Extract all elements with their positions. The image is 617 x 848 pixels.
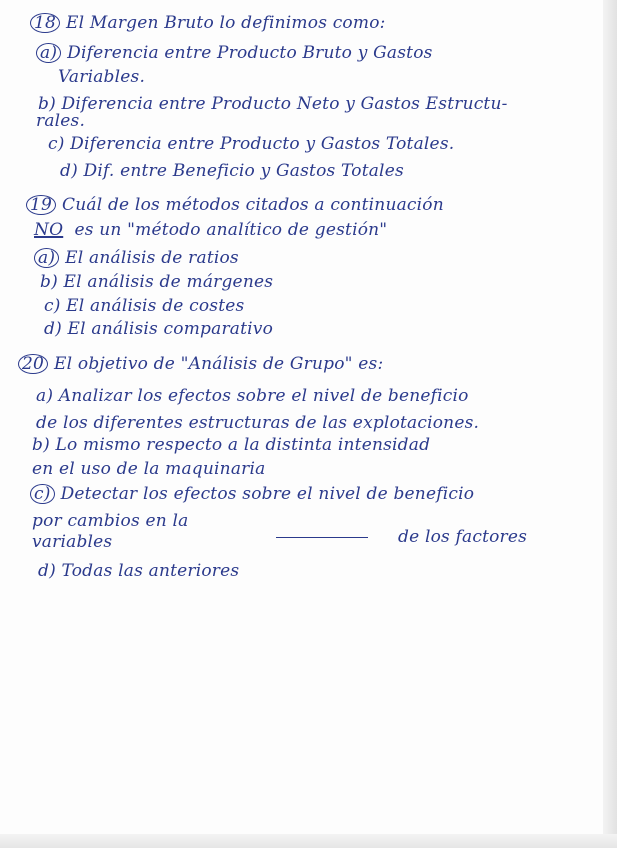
question-20-stem xyxy=(18,353,383,375)
question-19-stem-text: Cuál de los métodos citados a continuación xyxy=(62,195,444,215)
question-20-option-c xyxy=(30,483,474,505)
question-18-stem xyxy=(30,12,386,34)
question-19-option-a-text: El análisis de ratios xyxy=(65,248,239,268)
question-19-stem-continued xyxy=(34,219,387,241)
question-18-option-c: c) Diferencia entre Producto y Gastos Totales. xyxy=(48,134,455,154)
page-edge-shadow-right xyxy=(603,0,617,848)
question-19-stem xyxy=(26,194,444,216)
question-20-option-c-letter: c) xyxy=(30,484,55,504)
question-18-option-b-continued: rales. xyxy=(36,111,86,131)
question-18-option-a-text: Diferencia entre Producto Bruto y Gastos xyxy=(67,43,433,63)
question-20-stem-text: El objetivo de "Análisis de Grupo" es: xyxy=(54,354,384,374)
question-20-option-c-text: Detectar los efectos sobre el nivel de beneficio xyxy=(60,484,475,504)
question-18-option-a-letter: a) xyxy=(36,43,61,63)
question-20-option-c-continued-2: de los factores xyxy=(398,527,528,547)
question-20-option-a-continued: de los diferentes estructuras de las explotaciones. xyxy=(36,413,480,433)
question-18-option-a-continued: Variables. xyxy=(58,67,146,87)
question-19-option-a xyxy=(34,247,239,269)
question-18-option-b: b) Diferencia entre Producto Neto y Gastos Estructu- xyxy=(38,94,508,114)
question-19-no-emphasis: NO xyxy=(34,220,64,240)
fill-in-blank-line xyxy=(276,537,368,538)
question-20-option-b: b) Lo mismo respecto a la distinta intensidad xyxy=(32,435,431,455)
question-18-number: 18 xyxy=(30,13,60,33)
question-19-number: 19 xyxy=(26,195,56,215)
question-20-option-b-continued: en el uso de la maquinaria xyxy=(32,459,266,479)
question-20-option-d: d) Todas las anteriores xyxy=(38,561,240,581)
question-18-stem-text: El Margen Bruto lo definimos como: xyxy=(66,13,386,33)
question-18-option-a xyxy=(36,42,433,64)
question-20-number: 20 xyxy=(18,354,48,374)
question-18-option-d: d) Dif. entre Beneficio y Gastos Totales xyxy=(60,161,404,181)
question-20-option-c-continued: por cambios en la xyxy=(32,511,189,531)
question-19-option-c: c) El análisis de costes xyxy=(44,296,245,316)
question-19-stem-text-2: es un "método analítico de gestión" xyxy=(74,220,388,240)
question-19-option-a-letter: a) xyxy=(34,248,59,268)
question-20-option-a: a) Analizar los efectos sobre el nivel de beneficio xyxy=(36,386,469,406)
question-20-option-c-continued-3: variables xyxy=(32,532,113,552)
question-19-option-d: d) El análisis comparativo xyxy=(44,319,274,339)
question-19-option-b: b) El análisis de márgenes xyxy=(40,272,274,292)
page-edge-shadow-bottom xyxy=(0,834,617,848)
